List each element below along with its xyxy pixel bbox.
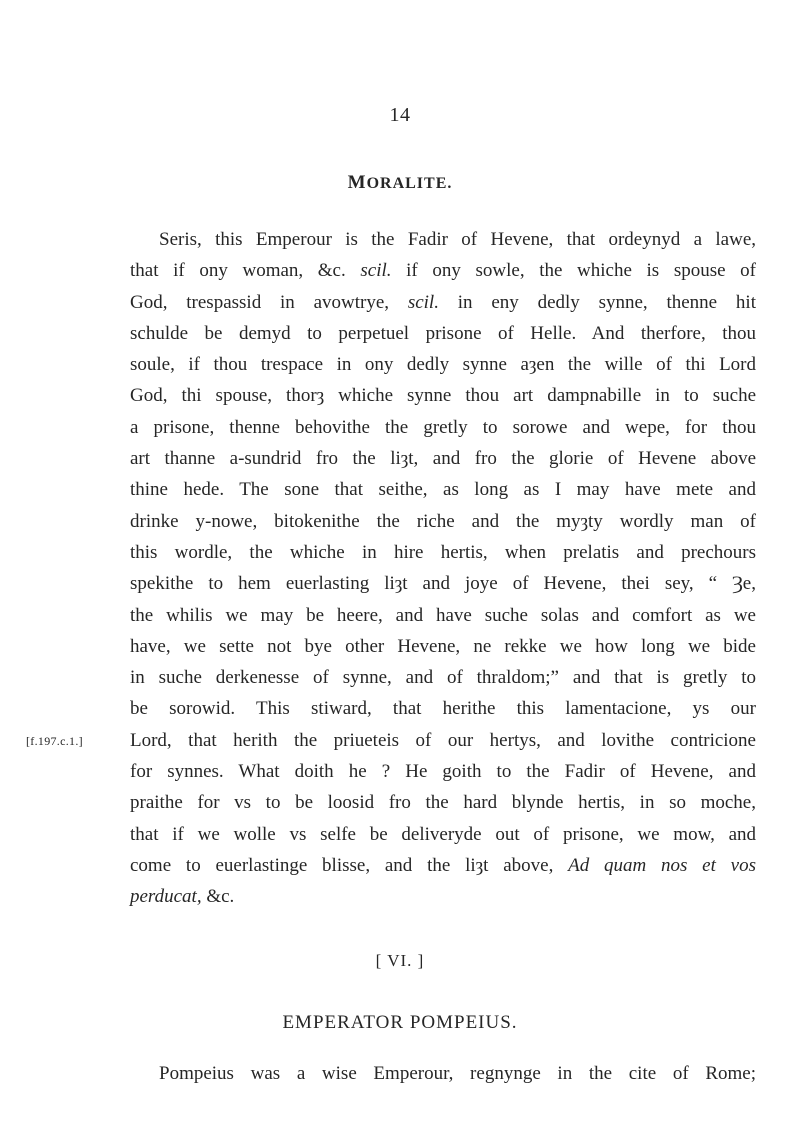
text-line: have, we sette not bye other Hevene, ne rekke we how long we bide: [130, 635, 756, 657]
italic-abbreviation: scil.: [360, 260, 392, 282]
section-heading: [0, 172, 800, 194]
text-line: art thanne a-sundrid fro the liȝt, and fro the glorie of Hevene above: [130, 448, 756, 470]
heading-rest: ORALITE.: [366, 175, 453, 192]
text-segment: that if ony woman, &c.: [130, 260, 361, 282]
italic-abbreviation: scil.: [407, 291, 439, 313]
italic-latin: Ad quam nos et vos: [568, 854, 756, 876]
text-line: [130, 287, 756, 318]
text-segment: &c.: [201, 886, 235, 908]
chapter-title: EMPERATOR POMPEIUS.: [282, 1012, 518, 1033]
text-line: [130, 850, 756, 881]
text-line: the whilis we may be heere, and have suche solas and comfort as we: [130, 604, 756, 626]
text-line: soule, if thou trespace in ony dedly synne aȝen the wille of thi Lord: [130, 354, 756, 376]
text-line: Seris, this Emperour is the Fadir of Hevene, that ordeynyd a lawe,: [159, 229, 756, 250]
folio-margin-note: [f.197.c.1.]: [26, 734, 83, 748]
text-line: a prisone, thenne behovithe the gretly to sorowe and wepe, for thou: [130, 416, 756, 438]
text-line: spekithe to hem euerlasting liȝt and joye of Hevene, thei sey, “ Ȝe,: [130, 573, 756, 595]
text-segment: come to euerlastinge blisse, and the liȝt above,: [130, 854, 569, 876]
text-line: in suche derkenesse of synne, and of thraldom;” and that is gretly to: [130, 667, 756, 689]
text-line: drinke y-nowe, bitokenithe the riche and the myȝty wordly man of: [130, 510, 756, 532]
heading-initial: M: [347, 172, 367, 193]
text-line: God, thi spouse, thorȝ whiche synne thou art dampnabille in to suche: [130, 385, 756, 407]
text-line: for synnes. What doith he ? He goith to the Fadir of Hevene, and: [130, 761, 756, 783]
text-segment: in eny dedly synne, thenne hit: [438, 291, 756, 313]
moralite-paragraph: [130, 224, 756, 913]
text-segment: God, trespassid in avowtrye,: [130, 291, 408, 313]
text-line: that if we wolle vs selfe be deliveryde out of prisone, we mow, and: [130, 823, 756, 845]
text-line: Pompeius was a wise Emperour, regnynge in the cite of Rome;: [159, 1063, 756, 1084]
italic-latin: perducat,: [130, 886, 202, 908]
chapter-number: [ VI. ]: [375, 951, 425, 970]
text-segment: if ony sowle, the whiche is spouse of: [391, 260, 756, 282]
text-line: praithe for vs to be loosid fro the hard blynde hertis, in so moche,: [130, 792, 756, 814]
text-line: thine hede. The sone that seithe, as long as I may have mete and: [130, 479, 756, 501]
text-line: [130, 255, 756, 286]
text-line: Lord, that herith the priueteis of our hertys, and lovithe contricione: [130, 729, 756, 751]
chapter-opening-paragraph: [130, 1058, 756, 1089]
text-line: [130, 881, 756, 912]
text-line: this wordle, the whiche in hire hertis, when prelatis and prechours: [130, 541, 756, 563]
text-line: schulde be demyd to perpetuel prisone of Helle. And therfore, thou: [130, 322, 756, 344]
text-line: be sorowid. This stiward, that herithe this lamentacione, ys our: [130, 698, 756, 720]
page-number: 14: [389, 104, 411, 126]
